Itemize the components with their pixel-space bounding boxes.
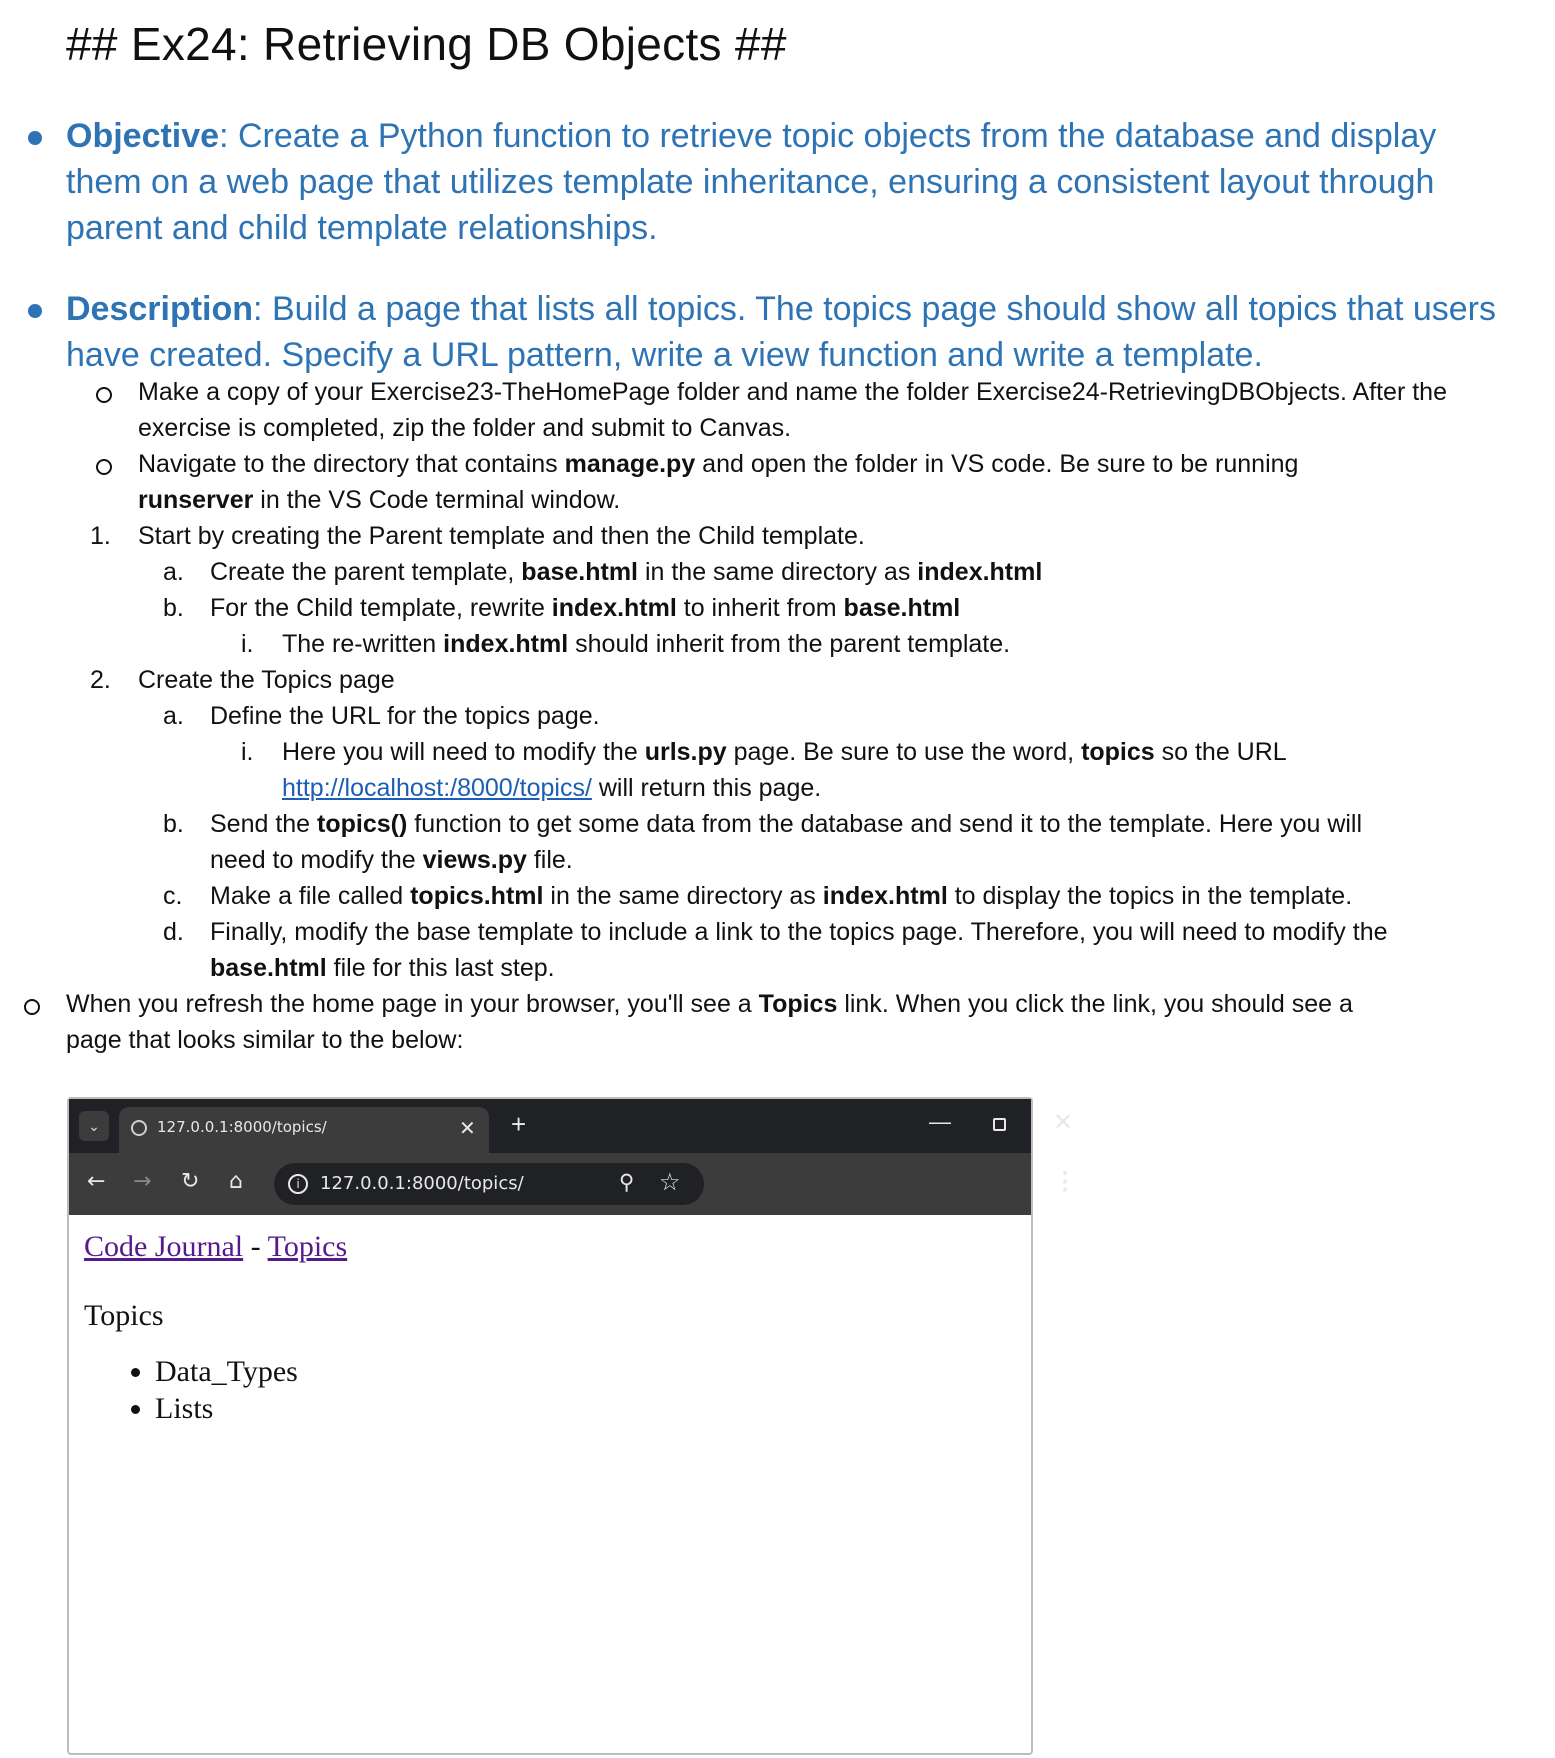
bullet-dot xyxy=(28,304,42,318)
step-letter: b. xyxy=(163,594,184,622)
browser-toolbar xyxy=(69,1153,1077,1215)
browser-screenshot xyxy=(67,1097,1077,1755)
objective-label: Objective xyxy=(66,117,220,155)
page-nav xyxy=(84,1230,347,1264)
tab-strip xyxy=(69,1099,1074,1153)
step1bi-text: The re-written index.html should inherit from the parent template. xyxy=(282,630,1011,658)
step2-text: Create the Topics page xyxy=(138,666,395,694)
objective-body: : Create a Python function to retrieve topic objects from the database and display them on a web page that utilizes template inheritance, ensuring a consistent layout through parent and child template relationships. xyxy=(66,117,1437,247)
list-item: • Data_Types xyxy=(155,1353,298,1390)
menu-icon[interactable]: ⋮ xyxy=(1053,1168,1077,1195)
home-icon[interactable]: ⌂ xyxy=(229,1169,243,1194)
objective-bullet xyxy=(20,113,1520,251)
close-tab-icon[interactable]: ✕ xyxy=(459,1118,476,1140)
step-letter: d. xyxy=(163,918,184,946)
globe-icon xyxy=(131,1120,147,1136)
topics-list xyxy=(129,1353,298,1427)
topics-link[interactable]: Topics xyxy=(267,1230,348,1263)
step2a-text: Define the URL for the topics page. xyxy=(210,702,600,730)
step-letter: a. xyxy=(163,558,184,586)
document-title: ## Ex24: Retrieving DB Objects ## xyxy=(66,18,787,70)
objective-text xyxy=(66,113,1520,251)
description-bullet xyxy=(20,286,1520,378)
step-number: 2. xyxy=(90,666,111,694)
step2b-text: Send the topics() function to get some data from the database and send it to the template. Here you will need to modify the views.py file. xyxy=(210,810,1363,874)
step1a-text: Create the parent template, base.html in the same directory as index.html xyxy=(210,558,1043,586)
copy-folder-instruction: Make a copy of your Exercise23-TheHomePage folder and name the folder Exercise24-RetrievingDBObjects. After the exercise is completed, zip the folder and submit to Canvas. xyxy=(138,378,1447,442)
step-letter: c. xyxy=(163,882,183,910)
forward-icon[interactable]: → xyxy=(133,1169,152,1194)
address-url[interactable]: 127.0.0.1:8000/topics/ xyxy=(320,1173,524,1194)
circle-bullet xyxy=(96,387,112,403)
topics-heading: Topics xyxy=(84,1299,164,1332)
step-roman: i. xyxy=(241,630,254,658)
back-icon[interactable]: ← xyxy=(87,1169,106,1194)
circle-bullet xyxy=(24,999,40,1015)
localhost-topics-link[interactable]: http://localhost:/8000/topics/ xyxy=(282,774,592,802)
step2c-text: Make a file called topics.html in the same directory as index.html to display the topics in the template. xyxy=(210,882,1353,910)
bookmark-star-icon[interactable]: ☆ xyxy=(659,1168,681,1196)
nav-separator: - xyxy=(243,1230,268,1263)
description-label: Description xyxy=(66,290,254,328)
description-body: : Build a page that lists all topics. The topics page should show all topics that users have created. Specify a URL pattern, write a view function and write a template. xyxy=(66,290,1497,374)
reload-icon[interactable]: ↻ xyxy=(181,1169,200,1194)
step-roman: i. xyxy=(241,738,254,766)
step-number: 1. xyxy=(90,522,111,550)
zoom-icon[interactable]: ⚲ xyxy=(619,1170,635,1194)
new-tab-icon[interactable]: + xyxy=(511,1109,527,1139)
tab-search-dropdown-icon[interactable]: ⌄ xyxy=(79,1111,109,1141)
circle-bullet xyxy=(96,459,112,475)
browser-tab[interactable] xyxy=(119,1107,489,1153)
window-close-icon[interactable]: ✕ xyxy=(1053,1109,1074,1136)
step2d-text: Finally, modify the base template to include a link to the topics page. Therefore, you will need to modify the base.html file for this last step. xyxy=(210,918,1388,982)
navigate-instruction: Navigate to the directory that contains manage.py and open the folder in VS code. Be sure to be running runserver in the VS Code terminal window. xyxy=(138,450,1299,514)
code-journal-link[interactable]: Code Journal xyxy=(84,1230,244,1263)
tab-title: 127.0.0.1:8000/topics/ xyxy=(157,1118,327,1136)
description-text xyxy=(66,286,1520,378)
step1b-text: For the Child template, rewrite index.html to inherit from base.html xyxy=(210,594,961,622)
maximize-icon[interactable] xyxy=(993,1118,1006,1131)
minimize-icon[interactable]: — xyxy=(929,1109,951,1134)
step-letter: b. xyxy=(163,810,184,838)
site-info-icon[interactable]: i xyxy=(288,1174,308,1194)
final-instruction: When you refresh the home page in your browser, you'll see a Topics link. When you click the link, you should see a page that looks similar to the below: xyxy=(66,990,1353,1054)
step-letter: a. xyxy=(163,702,184,730)
step2ai-text: Here you will need to modify the urls.py page. Be sure to use the word, topics so the URL http://localhost:/8000/topics/ will return this page. xyxy=(282,738,1287,802)
list-item: • Lists xyxy=(155,1390,298,1427)
step1-text: Start by creating the Parent template and then the Child template. xyxy=(138,522,865,550)
address-bar[interactable] xyxy=(274,1163,704,1205)
bullet-dot xyxy=(28,131,42,145)
